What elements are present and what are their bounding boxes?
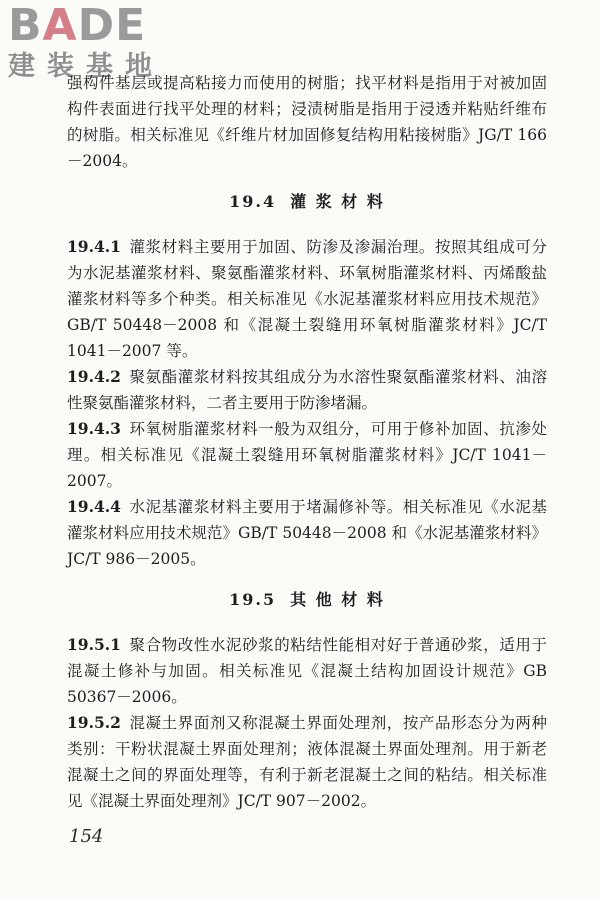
- clause-number: 19.4.2: [67, 367, 121, 386]
- watermark-brand-part: DE: [77, 0, 147, 51]
- clause-19-4-1: [67, 234, 547, 364]
- clause-number: 19.5.2: [67, 713, 121, 732]
- clause-19-5-1: [67, 632, 547, 710]
- clause-text: 环氧树脂灌浆材料一般为双组分，可用于修补加固、抗渗处理。相关标准见《混凝土裂缝用环氧树脂灌浆材料》JC/T 1041－2007。: [67, 420, 547, 490]
- page-body: [67, 70, 547, 814]
- clause-text: 聚氨酯灌浆材料按其组成分为水溶性聚氨酯灌浆材料、油溶性聚氨酯灌浆材料，二者主要用于防渗堵漏。: [67, 368, 547, 412]
- clause-19-4-2: [67, 364, 547, 416]
- section-number: 19.4: [229, 192, 277, 211]
- watermark-subtitle: 建装基地: [8, 51, 164, 82]
- section-heading-19-5: [67, 588, 547, 612]
- watermark-brand: [8, 0, 183, 51]
- page-number: 154: [69, 826, 104, 847]
- clause-number: 19.4.3: [67, 419, 121, 438]
- section-heading-19-4: [67, 190, 547, 214]
- watermark-brand-part: B: [8, 0, 43, 51]
- clause-number: 19.4.1: [67, 237, 121, 256]
- intro-paragraph: 强构件基层或提高粘接力而使用的树脂；找平材料是指用于对被加固构件表面进行找平处理的材料；浸渍树脂是指用于浸透并粘贴纤维布的树脂。相关标准见《纤维片材加固修复结构用粘接树脂》JG/T 166－2004。: [67, 74, 547, 170]
- section-title: 灌 浆 材 料: [290, 192, 385, 211]
- clause-number: 19.4.4: [67, 497, 121, 516]
- clause-text: 水泥基灌浆材料主要用于堵漏修补等。相关标准见《水泥基灌浆材料应用技术规范》GB/T 50448－2008 和《水泥基灌浆材料》JC/T 986－2005。: [67, 498, 547, 568]
- section-number: 19.5: [229, 590, 277, 609]
- clause-text: 灌浆材料主要用于加固、防渗及渗漏治理。按照其组成可分为水泥基灌浆材料、聚氨酯灌浆材料、环氧树脂灌浆材料、丙烯酸盐灌浆材料等多个种类。相关标准见《水泥基灌浆材料应用技术规范》GB/T 50448－2008 和《混凝土裂缝用环氧树脂灌浆材料》JC/T 1041－2007 等。: [67, 238, 547, 360]
- clause-19-5-2: [67, 710, 547, 814]
- clause-19-4-3: [67, 416, 547, 494]
- watermark-brand-accent: A: [42, 0, 78, 51]
- clause-text: 混凝土界面剂又称混凝土界面处理剂，按产品形态分为两种类别：干粉状混凝土界面处理剂；液体混凝土界面处理剂。用于新老混凝土之间的界面处理等，有利于新老混凝土之间的粘结。相关标准见《混凝土界面处理剂》JC/T 907－2002。: [67, 714, 547, 810]
- section-title: 其 他 材 料: [290, 590, 385, 609]
- clause-19-4-4: [67, 494, 547, 572]
- clause-text: 聚合物改性水泥砂浆的粘结性能相对好于普通砂浆，适用于混凝土修补与加固。相关标准见《混凝土结构加固设计规范》GB 50367－2006。: [67, 636, 547, 706]
- clause-number: 19.5.1: [67, 635, 121, 654]
